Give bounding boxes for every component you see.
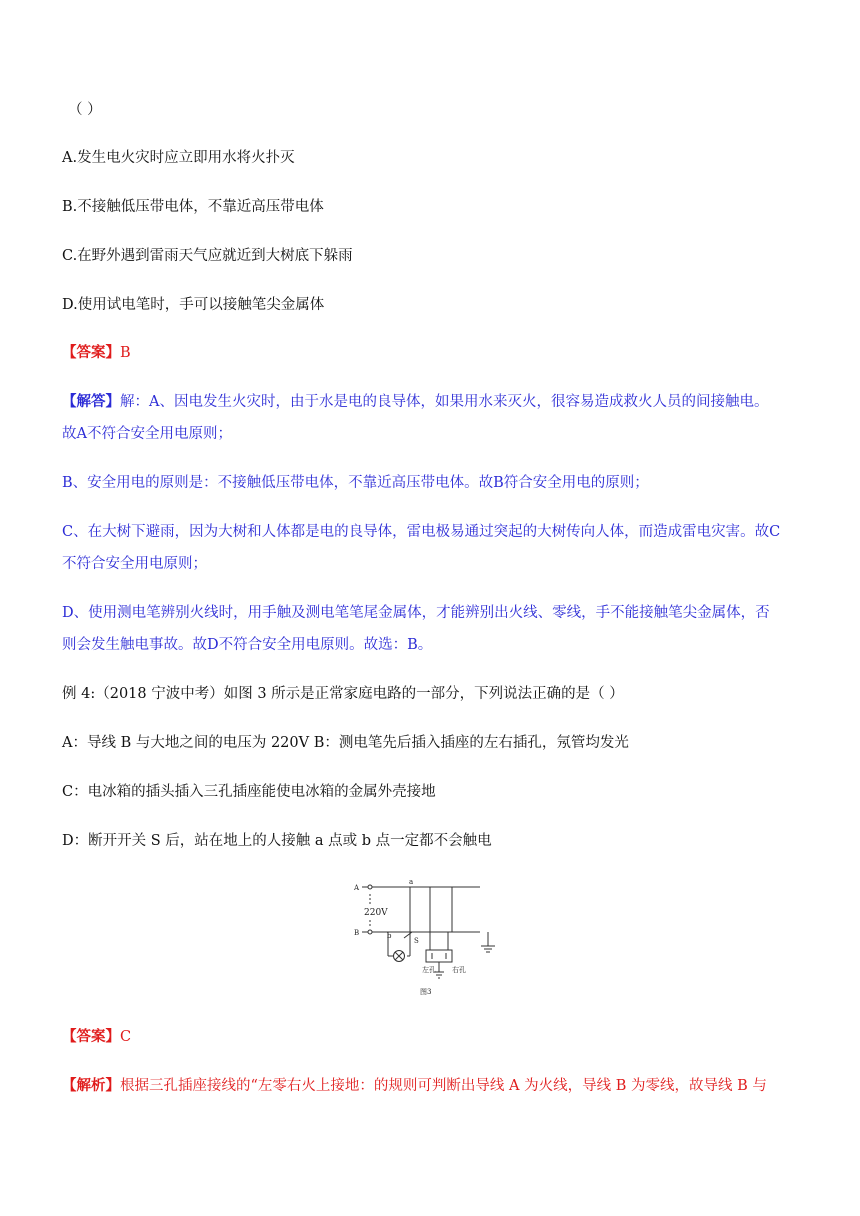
- explanation-d1: D、使用测电笔辨别火线时，用手触及测电笔笔尾金属体，才能辨别出火线、零线，手不能接触笔尖金属体，否: [62, 605, 770, 621]
- label-B: B: [354, 929, 360, 937]
- label-A: A: [354, 884, 360, 892]
- answer-tag: 【答案】: [62, 344, 120, 361]
- option-c: C.在野外遇到雷雨天气应就近到大树底下躲雨: [62, 248, 353, 264]
- answer-value: B: [120, 345, 131, 361]
- explain-a1: 解：A、因电发生火灾时，由于水是电的良导体，如果用水来灭火，很容易造成救火人员的间接触电。: [120, 394, 769, 410]
- q4-analysis-line: [62, 1076, 767, 1096]
- right-hole-label: 右孔: [452, 966, 466, 974]
- q4-analysis-tag: 【解析】: [62, 1077, 120, 1094]
- q4-option-c: C：电冰箱的插头插入三孔插座能使电冰箱的金属外壳接地: [62, 784, 436, 800]
- q4-option-d: D：断开开关 S 后，站在地上的人接触 a 点或 b 点一定都不会触电: [62, 833, 492, 849]
- explanation-d2: 则会发生触电事故。故D不符合安全用电原则。故选：B。: [62, 637, 433, 653]
- left-hole-label: 左孔: [422, 966, 436, 974]
- q4-answer-value: C: [120, 1029, 132, 1045]
- q4-analysis-text: 根据三孔插座接线的“左零右火上接地：的规则可判断出导线 A 为火线，导线 B 为零线，故导线 B 与: [120, 1078, 767, 1094]
- explanation-line-2: 故A不符合安全用电原则；: [62, 426, 232, 442]
- explain-tag: 【解答】: [62, 393, 120, 410]
- question-paren: （ ）: [68, 102, 102, 118]
- q4-answer-tag: 【答案】: [62, 1028, 120, 1045]
- voltage-label: 220V: [364, 908, 388, 918]
- explanation-line-1: [62, 392, 768, 412]
- label-b: b: [387, 932, 392, 940]
- option-a: A.发生电火灾时应立即用水将火扑灭: [62, 150, 295, 166]
- q4-stem: 例 4:（2018 宁波中考）如图 3 所示是正常家庭电路的一部分，下列说法正确的是（ ）: [62, 686, 624, 702]
- answer-line: [62, 343, 131, 363]
- option-b: B.不接触低压带电体，不靠近高压带电体: [62, 199, 324, 215]
- explanation-c2: 不符合安全用电原则；: [62, 556, 207, 572]
- option-d: D.使用试电笔时，手可以接触笔尖金属体: [62, 297, 325, 313]
- explanation-c1: C、在大树下避雨，因为大树和人体都是电的良导体，雷电极易通过突起的大树传向人体，而造成雷电灾害。故C: [62, 524, 781, 540]
- circuit-figure: [352, 876, 502, 998]
- figure-caption: 图3: [420, 988, 432, 996]
- label-a: a: [409, 878, 414, 886]
- label-S: S: [414, 937, 419, 945]
- q4-answer-line: [62, 1027, 131, 1047]
- q4-options-ab: A：导线 B 与大地之间的电压为 220V B：测电笔先后插入插座的左右插孔，氖管均发光: [62, 735, 629, 751]
- explanation-b: B、安全用电的原则是：不接触低压带电体，不靠近高压带电体。故B符合安全用电的原则；: [62, 475, 649, 491]
